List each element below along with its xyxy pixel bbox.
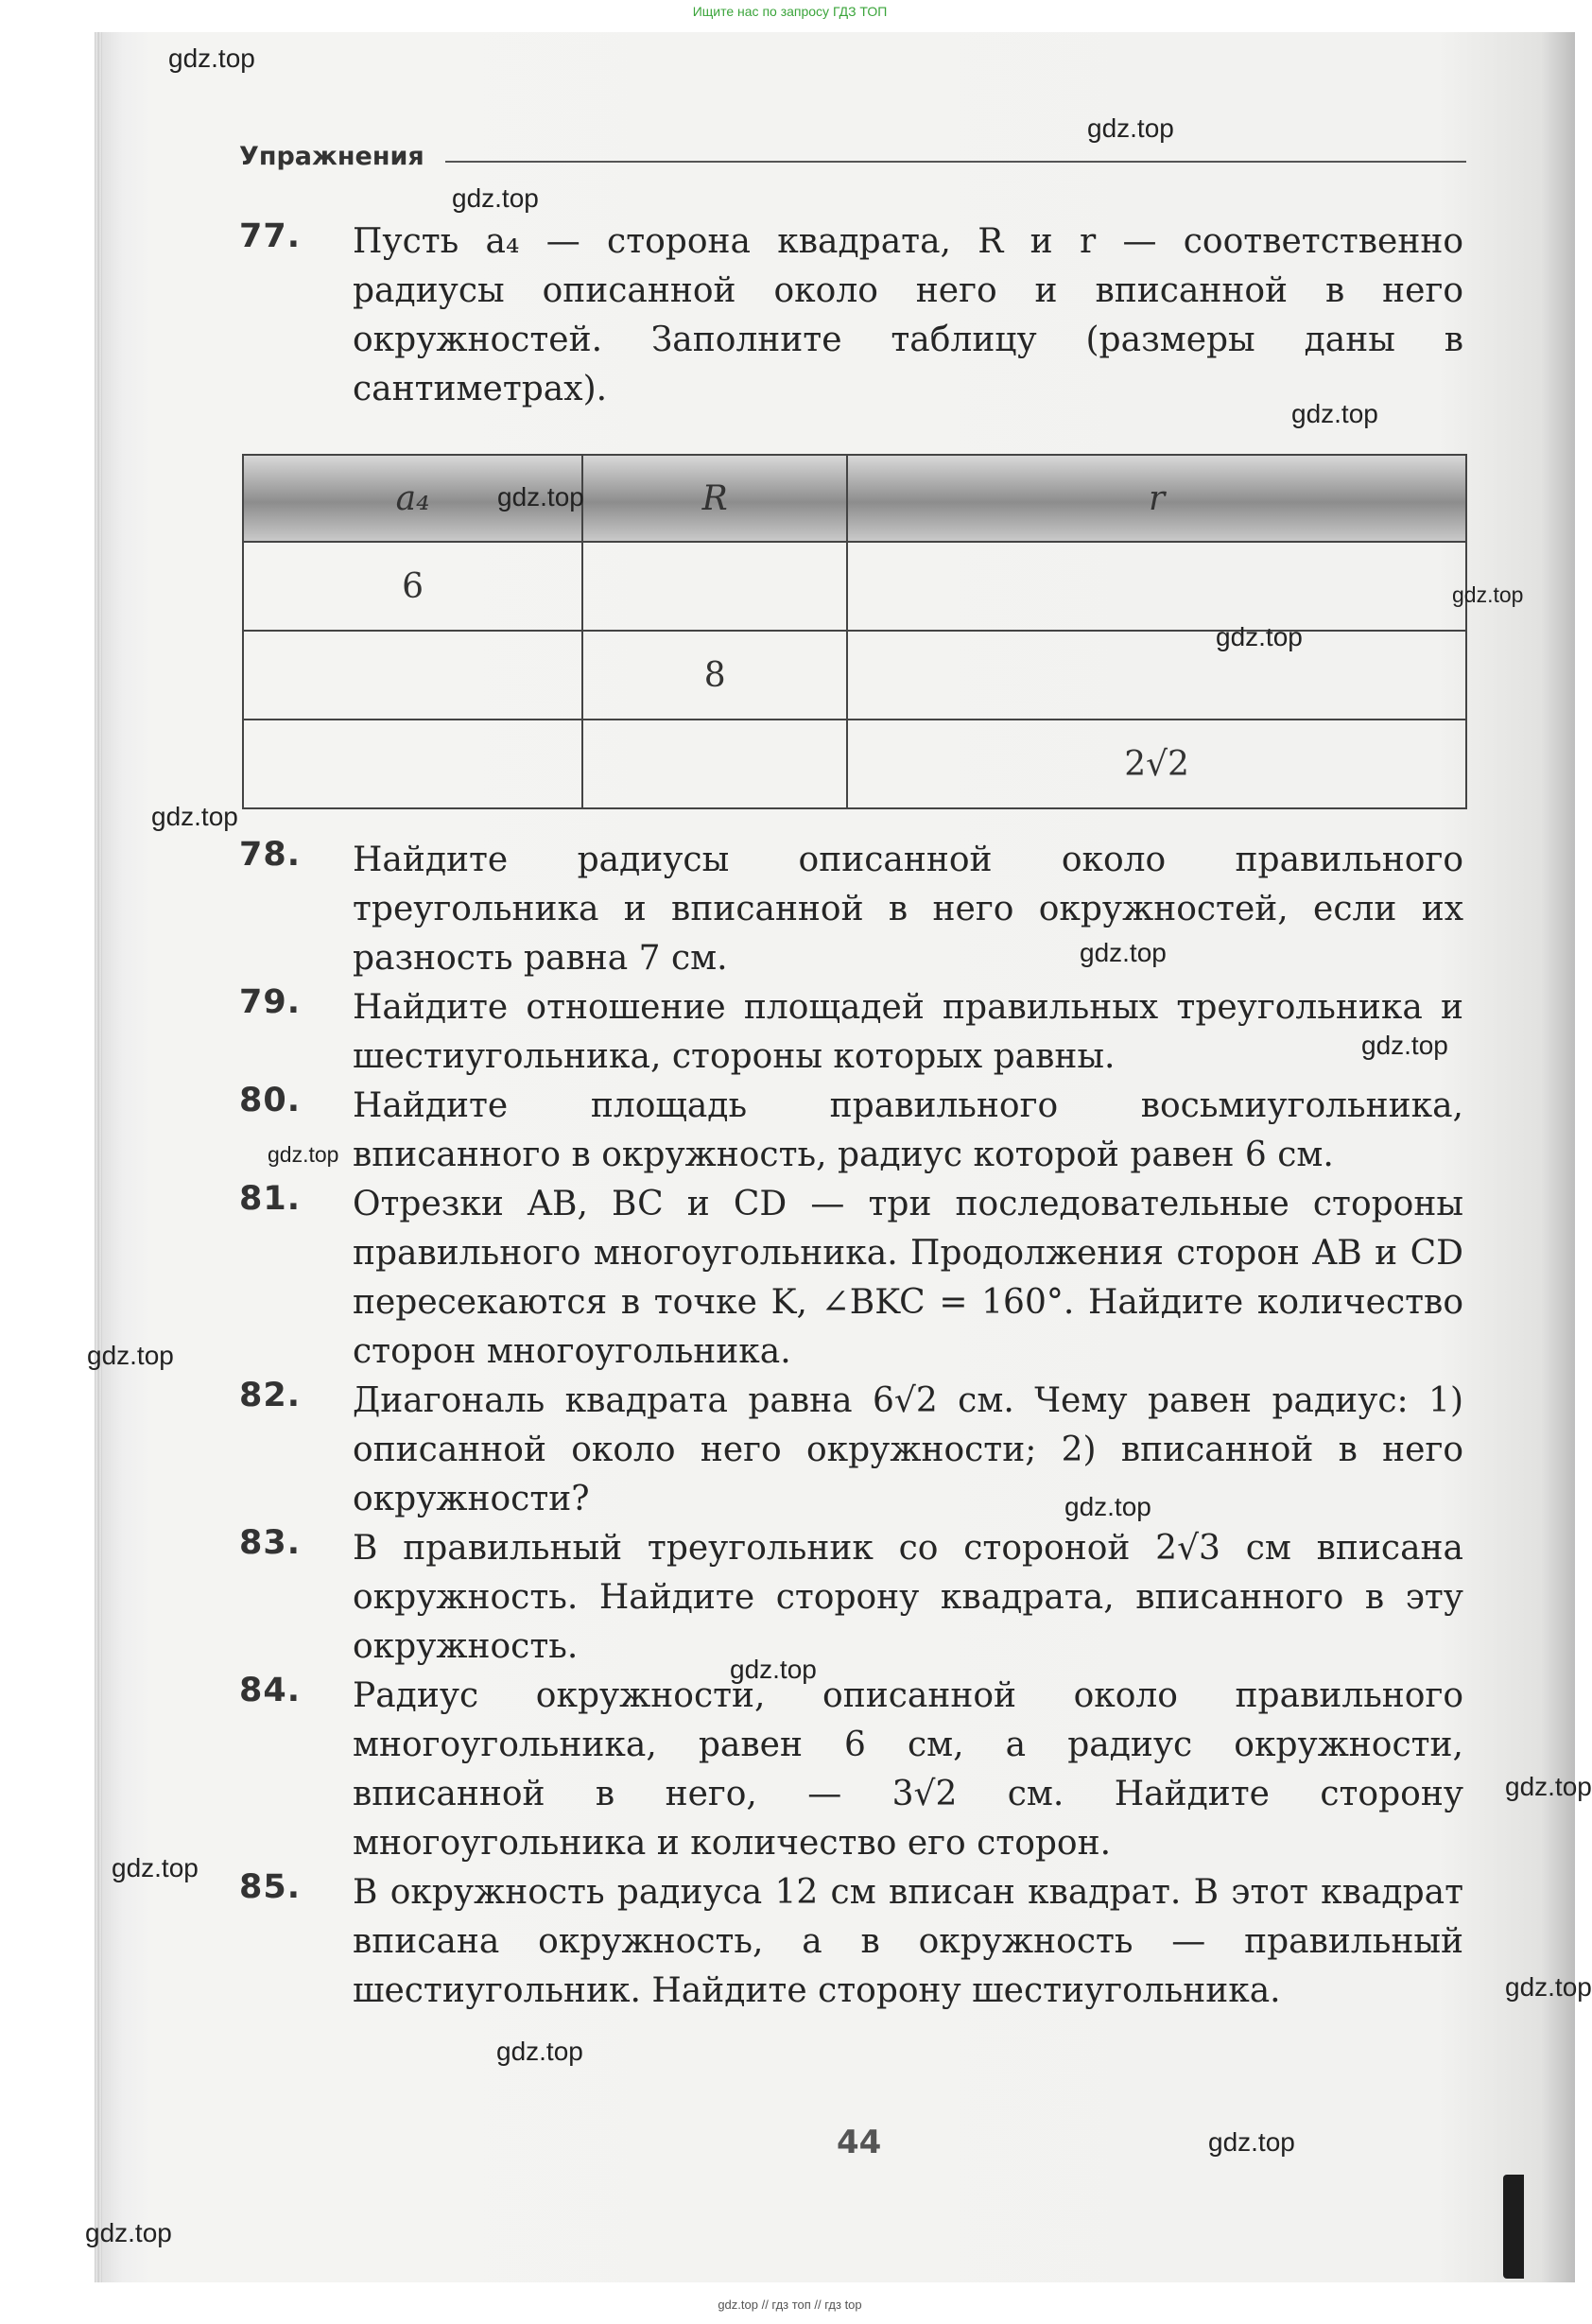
watermark: gdz.top xyxy=(85,2218,172,2247)
table-header-cell: a₄ xyxy=(243,455,582,542)
watermark: gdz.top xyxy=(730,1655,817,1684)
exercise-number: 78. xyxy=(239,836,302,874)
table-cell: 8 xyxy=(582,631,847,720)
watermark: gdz.top xyxy=(1216,622,1303,651)
page-number: 44 xyxy=(837,2124,882,2161)
table-cell xyxy=(582,542,847,631)
exercise-number: 80. xyxy=(239,1082,302,1119)
exercise-number: 81. xyxy=(239,1180,302,1218)
watermark: gdz.top xyxy=(1505,1972,1592,2002)
exercise-number: 77. xyxy=(239,217,302,255)
watermark: gdz.top xyxy=(87,1341,174,1370)
table-cell xyxy=(847,631,1466,720)
exercise-text: Пусть a₄ — сторона квадрата, R и r — соответственно радиусы описанной около него и вписанной в него окружностей. Заполните таблицу (размеры даны в сантиметрах). xyxy=(353,222,1463,408)
exercise-text: Найдите радиусы описанной около правильного треугольника и вписанной в него окружностей, если их разность равна 7 см. xyxy=(353,841,1463,978)
table-cell xyxy=(243,631,582,720)
table-header-cell: R xyxy=(582,455,847,542)
watermark: gdz.top xyxy=(452,183,539,213)
watermark: gdz.top xyxy=(1080,938,1167,967)
table-row xyxy=(243,720,1466,808)
section-title: Упражнения xyxy=(239,142,424,171)
page-shadow xyxy=(1503,2175,1524,2279)
watermark: gdz.top xyxy=(151,802,238,831)
exercise-text: Диагональ квадрата равна 6√2 см. Чему равен радиус: 1) описанной около него окружности; 2) вписанной в него окружности? xyxy=(353,1381,1463,1518)
watermark: gdz.top xyxy=(168,43,255,73)
watermark: gdz.top xyxy=(1361,1031,1448,1060)
exercise-text: Найдите отношение площадей правильных треугольника и шестиугольника, стороны которых равны. xyxy=(353,988,1463,1076)
watermark: gdz.top xyxy=(1208,2127,1295,2157)
watermark: gdz.top xyxy=(1505,1772,1592,1801)
exercise-text: Радиус окружности, описанной около правильного многоугольника, равен 6 см, а радиус окружности, вписанной в него, — 3√2 см. Найдите сторону многоугольника и количество его сторон. xyxy=(353,1676,1463,1863)
page-edge xyxy=(95,32,102,2282)
bottom-banner: gdz.top // гдз топ // гдз top xyxy=(718,2298,862,2312)
table-cell: 6 xyxy=(243,542,582,631)
exercise-number: 79. xyxy=(239,983,302,1021)
table-cell: 2√2 xyxy=(847,720,1466,808)
exercise-number: 82. xyxy=(239,1377,302,1414)
exercise-text: В окружность радиуса 12 см вписан квадрат. В этот квадрат вписана окружность, а в окружность — правильный шестиугольник. Найдите сторону шестиугольника. xyxy=(353,1873,1463,2010)
exercise-text: Отрезки AB, BC и CD — три последовательные стороны правильного многоугольника. Продолжения сторон AB и CD пересекаются в точке K, ∠BKC = 160°. Найдите количество сторон многоугольника. xyxy=(353,1185,1463,1371)
table-cell xyxy=(582,720,847,808)
section-header xyxy=(239,142,1468,180)
exercise-number: 83. xyxy=(239,1524,302,1562)
exercise-number: 84. xyxy=(239,1672,302,1709)
table-header-cell: r xyxy=(847,455,1466,542)
watermark: gdz.top xyxy=(112,1853,199,1882)
watermark: gdz.top xyxy=(497,482,584,512)
table-row xyxy=(243,542,1466,631)
table-cell xyxy=(243,720,582,808)
watermark: gdz.top xyxy=(268,1142,339,1167)
watermark: gdz.top xyxy=(1087,113,1174,143)
exercise-text: Найдите площадь правильного восьмиугольника, вписанного в окружность, радиус которой равен 6 см. xyxy=(353,1086,1463,1174)
watermark: gdz.top xyxy=(1064,1492,1151,1521)
top-banner: Ищите нас по запросу ГДЗ ТОП xyxy=(692,4,888,19)
table-cell xyxy=(847,542,1466,631)
watermark: gdz.top xyxy=(496,2037,583,2066)
exercise-number: 85. xyxy=(239,1868,302,1906)
header-rule xyxy=(445,161,1466,163)
watermark: gdz.top xyxy=(1291,399,1378,428)
watermark: gdz.top xyxy=(1452,582,1524,607)
table-header-row xyxy=(243,455,1466,542)
exercise-text: В правильный треугольник со стороной 2√3 см вписана окружность. Найдите сторону квадрата, вписанного в эту окружность. xyxy=(353,1529,1463,1666)
